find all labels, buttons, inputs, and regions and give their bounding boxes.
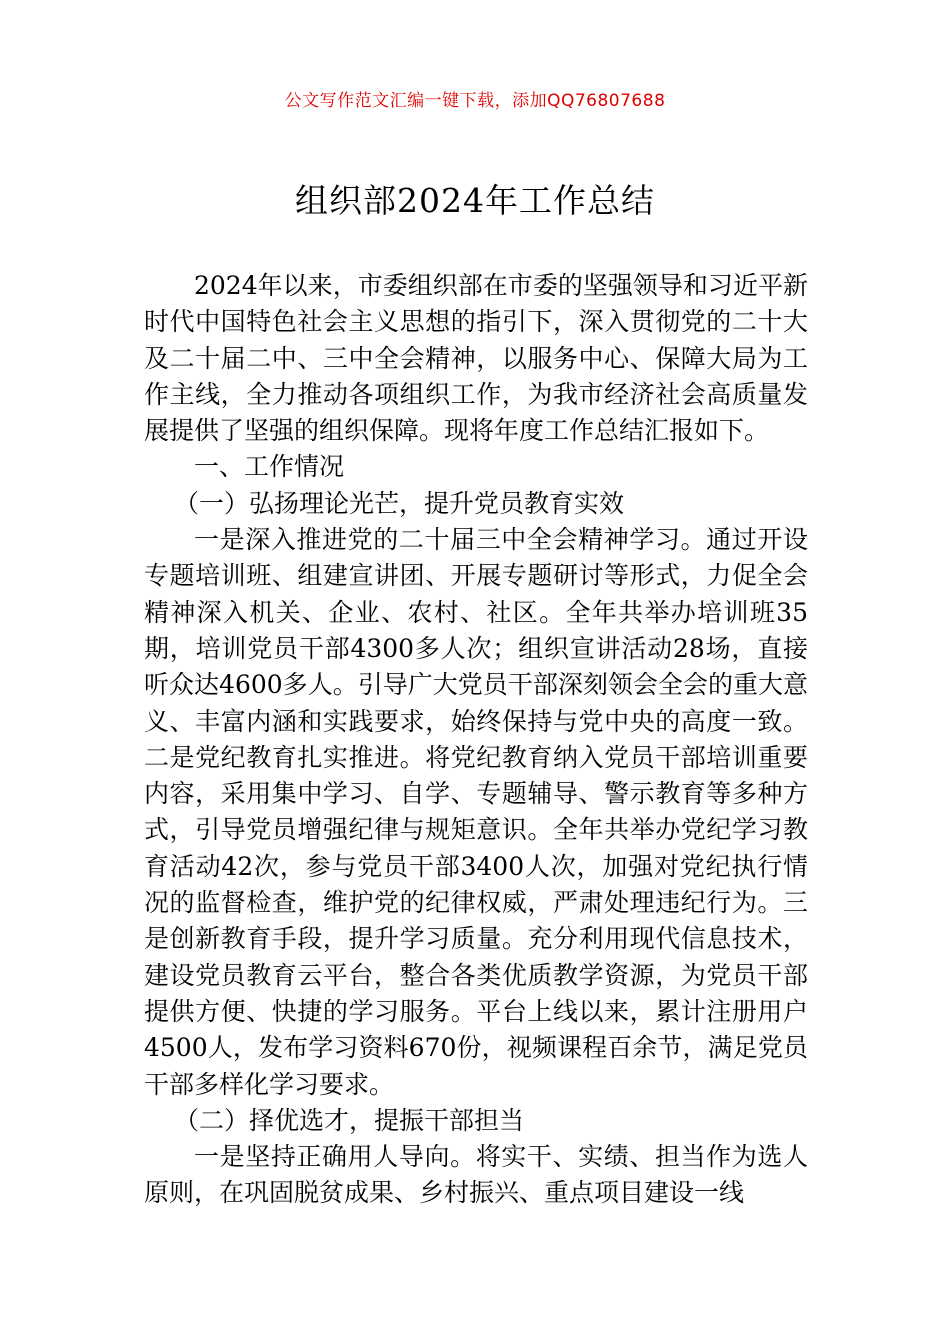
subsection-heading-party-education: （一）弘扬理论光芒，提升党员教育实效 — [174, 488, 625, 518]
cadre-selection-paragraph: 一是坚持正确用人导向。将实干、实绩、担当作为选人原则，在巩固脱贫成果、乡村振兴、重点项目建设一线 — [144, 1142, 808, 1208]
intro-paragraph: 2024年以来，市委组织部在市委的坚强领导和习近平新时代中国特色社会主义思想的指引下，深入贯彻党的二十大及二十届二中、三中全会精神，以服务中心、保障大局为工作主线，全力推动各项组织工作，为我市经济社会高质量发展提供了坚强的组织保障。现将年度工作总结汇报如下。 — [144, 271, 808, 446]
document-title: 组织部2024年工作总结 — [295, 181, 655, 220]
party-education-paragraph: 一是深入推进党的二十届三中全会精神学习。通过开设专题培训班、组建宣讲团、开展专题研讨等形式，力促全会精神深入机关、企业、农村、社区。全年共举办培训班35期，培训党员干部4300多人次；组织宣讲活动28场，直接听众达4600多人。引导广大党员干部深刻领会全会的重大意义、丰富内涵和实践要求，始终保持与党中央的高度一致。二是党纪教育扎实推进。将党纪教育纳入党员干部培训重要内容，采用集中学习、自学、专题辅导、警示教育等多种方式，引导党员增强纪律与规矩意识。全年共举办党纪学习教育活动42次，参与党员干部3400人次，加强对党纪执行情况的监督检查，维护党的纪律权威，严肃处理违纪行为。三是创新教育手段，提升学习质量。充分利用现代信息技术，建设党员教育云平台，整合各类优质教学资源，为党员干部提供方便、快捷的学习服务。平台上线以来，累计注册用户4500人，发布学习资料670份，视频课程百余节，满足党员干部多样化学习要求。 — [144, 525, 808, 1099]
subsection-heading-cadre-selection: （二）择优选才，提振干部担当 — [174, 1105, 525, 1135]
section-heading-work-status: 一、工作情况 — [194, 452, 345, 482]
download-promo-note: 公文写作范文汇编一键下载，添加QQ76807688 — [284, 91, 666, 111]
document-body — [144, 268, 808, 1212]
